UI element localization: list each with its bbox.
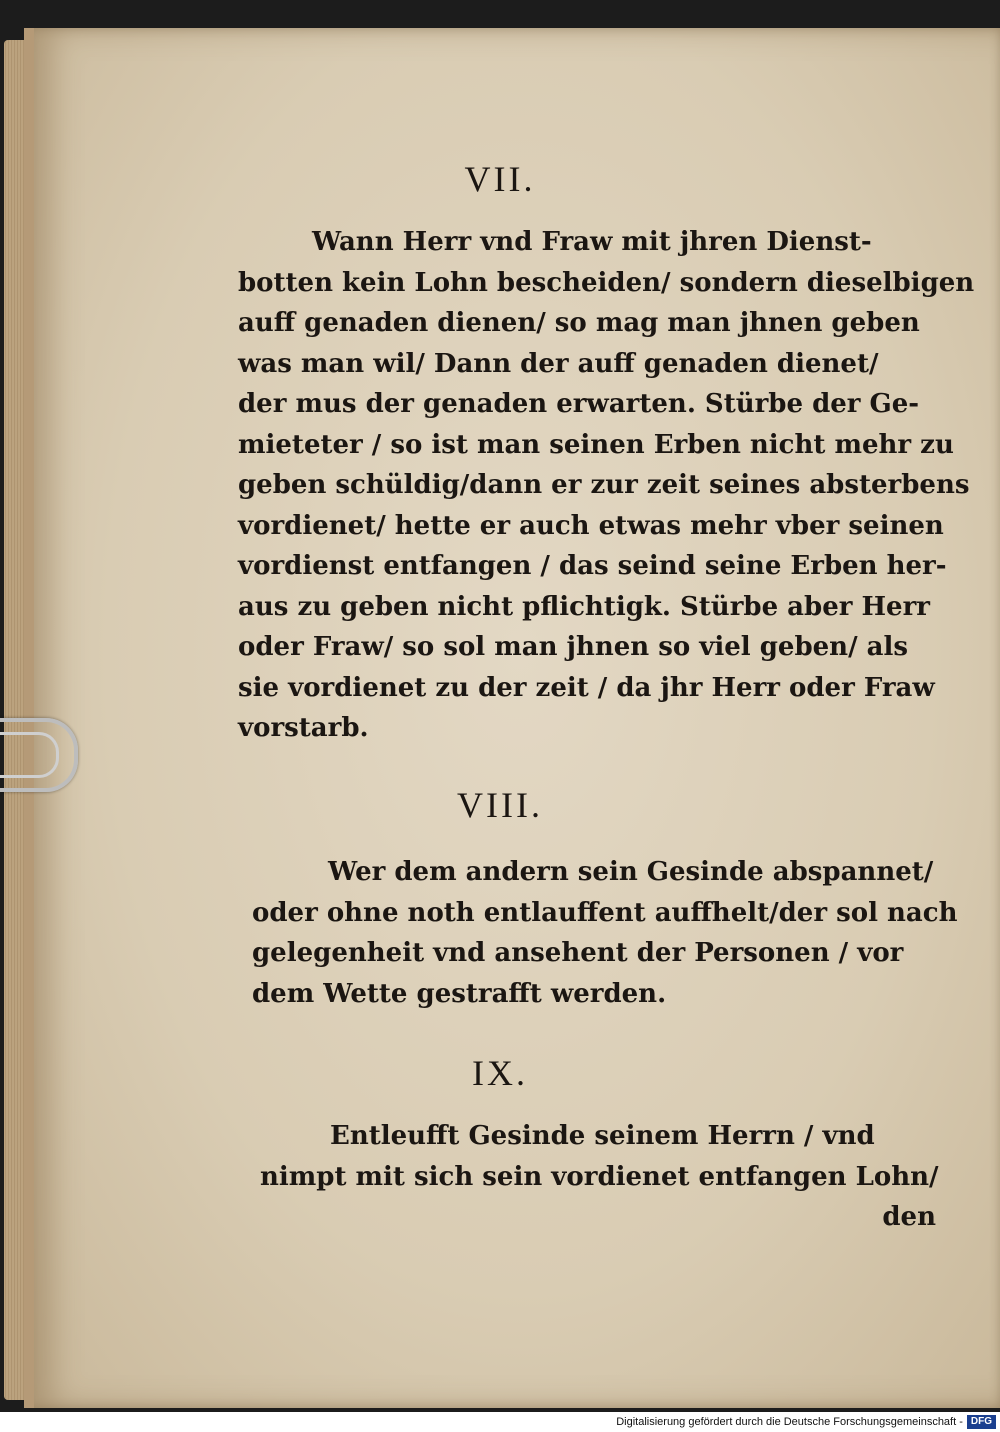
catchword: den <box>882 1202 936 1232</box>
text-line: vordienst entfangen / das seind seine Erben her- <box>238 551 947 581</box>
text-line: Entleufft Gesinde seinem Herrn / vnd <box>330 1121 875 1151</box>
paper-clip-inner <box>0 732 59 778</box>
text-line: nimpt mit sich sein vordienet entfangen Lohn/ <box>260 1161 939 1192</box>
text-line: dem Wette gestrafft werden. <box>252 978 667 1009</box>
text-line: sie vordienet zu der zeit / da jhr Herr oder Fraw <box>238 672 935 703</box>
text-line: oder ohne noth entlauffent auffhelt/der sol nach <box>252 897 958 928</box>
section-paragraph-ix <box>260 1116 960 1238</box>
text-line: botten kein Lohn bescheiden/ sondern dieselbigen <box>238 267 975 298</box>
footer-credit-text: Digitalisierung gefördert durch die Deutsche Forschungsgemeinschaft - <box>616 1416 963 1428</box>
text-line: was man wil/ Dann der auff genaden dienet/ <box>238 348 879 379</box>
text-line: gelegenheit vnd ansehent der Personen / vor <box>252 938 904 968</box>
text-line: der mus der genaden erwarten. Stürbe der Ge- <box>238 389 920 419</box>
text-line: Wer dem andern sein Gesinde abspannet/ <box>328 857 934 887</box>
text-line: auff genaden dienen/ so mag man jhnen geben <box>238 308 920 338</box>
text-line: mieteter / so ist man seinen Erben nicht mehr zu <box>238 429 954 460</box>
section-heading-viii: VIII. <box>457 785 543 825</box>
text-line: aus zu geben nicht pflichtigk. Stürbe aber Herr <box>238 591 930 622</box>
section-heading-ix: IX. <box>472 1053 528 1093</box>
text-line: vorstarb. <box>238 713 369 743</box>
section-paragraph-viii <box>252 852 958 1014</box>
footer-bar <box>0 1412 1000 1432</box>
text-line: Wann Herr vnd Fraw mit jhren Dienst- <box>312 227 872 257</box>
dfg-logo: DFG <box>967 1415 996 1429</box>
text-line: vordienet/ hette er auch etwas mehr vber seinen <box>238 510 944 541</box>
section-paragraph-vii <box>238 222 975 749</box>
text-line: oder Fraw/ so sol man jhnen so viel geben/ als <box>238 632 908 662</box>
text-line: geben schüldig/dann er zur zeit seines absterbens <box>238 470 970 500</box>
section-heading-vii: VII. <box>464 159 536 199</box>
